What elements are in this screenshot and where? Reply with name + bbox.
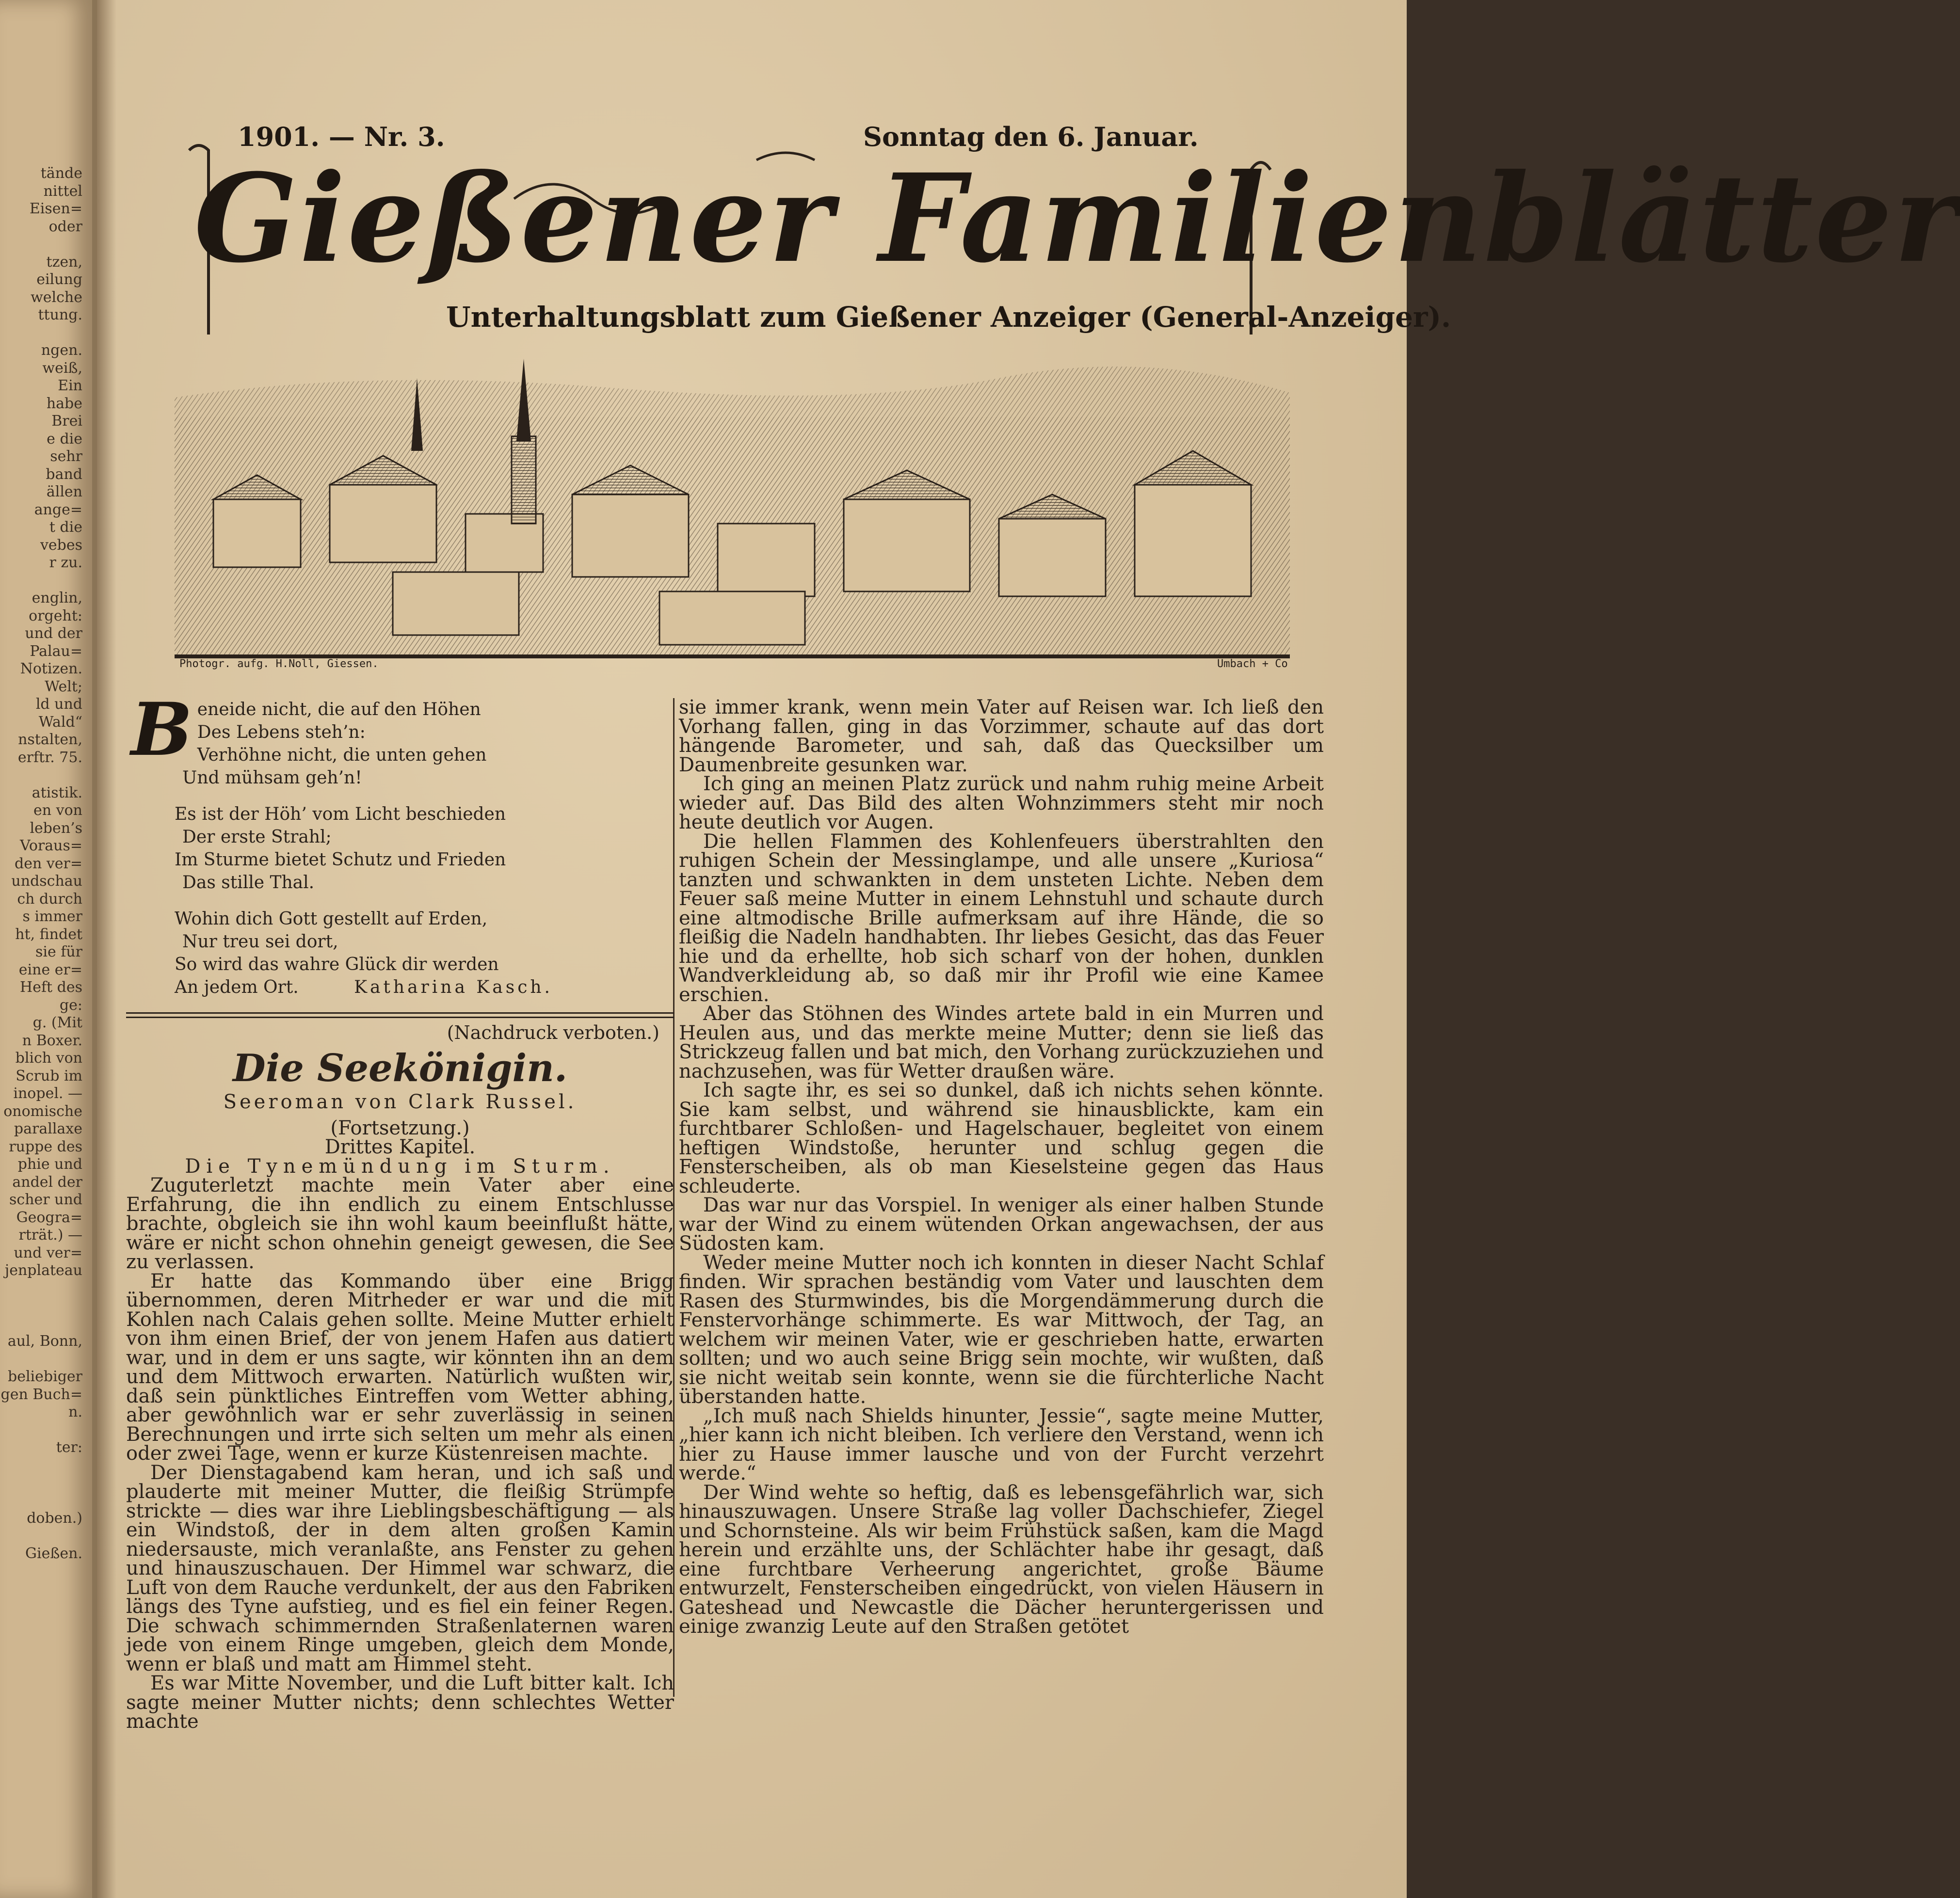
previous-page-fragment: Heft des [20, 979, 82, 996]
binding-shadow [97, 0, 116, 1898]
previous-page-fragment: ht, findet [15, 925, 82, 943]
previous-page-fragment: erftr. 75. [17, 749, 82, 766]
previous-page-fragment: ngen. [41, 342, 82, 359]
story-title: Die Seekönigin. [232, 1046, 568, 1090]
previous-page-fragment: welche [31, 288, 82, 306]
masthead [175, 141, 1960, 344]
previous-page-fragment: eilung [36, 271, 82, 288]
previous-page-fragment: Geogra= [16, 1209, 82, 1226]
left-column [126, 687, 674, 1733]
previous-page-fragment: band [46, 465, 82, 483]
previous-page-fragment: Notizen. [20, 660, 82, 677]
poem-line: An jedem Ort. [175, 977, 299, 997]
story-paragraph: Die hellen Flammen des Kohlenfeuers überstrahlten den ruhigen Schein der Messinglampe, und alle unsere „Kuriosa“ tanzten und schwankten in dem unsteten Lichte. Neben dem Feuer saß meine Mutter in einem Lehnstuhl und schaute durch eine altmodische Brille aufmerksam auf ihre Hände, die so fleißig die Nadeln handhabten. Ihr liebes Gesicht, das das Feuer hie und da erhellte, hob sich scharf von der hohen, dunklen Wandverkleidung ab, so daß mir ihr Profil wie eine Kamee erschien. [679, 830, 1324, 1006]
masthead-title: Gießener Familienblätter [194, 147, 1960, 289]
chapter-title: Die Tynemündung im Sturm. [185, 1155, 615, 1178]
previous-page-fragment: englin, [32, 590, 82, 606]
issue-date: Sonntag den 6. Januar. [863, 121, 1199, 152]
poem-stanza-3 [175, 908, 674, 999]
previous-page-fragment: und der [25, 625, 82, 642]
poem-line: Das stille Thal. [182, 873, 315, 893]
previous-page-fragment: sie für [35, 943, 82, 960]
previous-page-fragment: jenplateau [4, 1262, 82, 1279]
story-paragraph: Das war nur das Vorspiel. In weniger als einer halben Stunde war der Wind zu einem wütenden Orkan angewachsen, der aus Südosten kam. [679, 1194, 1324, 1255]
poem-line: So wird das wahre Glück dir werden [175, 955, 499, 974]
previous-page-fragment: nittel [43, 182, 82, 200]
right-column [679, 698, 1324, 1637]
previous-page-fragment: g. (Mit [32, 1014, 82, 1031]
previous-page-fragment: t die [49, 519, 82, 536]
previous-page-fragment: eine er= [18, 961, 82, 978]
previous-page-fragment: ttung. [38, 306, 82, 323]
previous-page-fragment: ter: [56, 1439, 82, 1456]
story-paragraph: Der Wind wehte so heftig, daß es lebensgefährlich war, sich hinauszuwagen. Unsere Straße lag voller Dachschiefer, Ziegel und Schornsteine. Als wir beim Frühstück saßen, kam die Magd herein und erzählte uns, der Schlächter habe ihr gesagt, daß eine furchtbare Verheerung angerichtet, große Bäume entwurzelt, Fensterscheiben eingedrückt, von vielen Häusern in Gateshead und Newcastle die Dächer heruntergerissen und einige zwanzig Leute auf den Straßen getötet [679, 1481, 1324, 1638]
previous-page-fragment: r zu. [49, 554, 82, 571]
story-paragraph: Weder meine Mutter noch ich konnten in dieser Nacht Schlaf finden. Wir sprachen beständig vom Vater und lauschten dem Rasen des Sturmwindes, bis die Morgendämmerung durch die Fenstervorhänge schimmerte. Es war Mittwoch, der Tag, an welchem wir meinen Vater, wie er geschrieben hatte, erwarten sollten; und wo auch seine Brigg sein mochte, wir wußten, daß sie nicht weitab sein konnte, wenn sie die fürchterliche Nacht überstanden hatte. [679, 1251, 1324, 1408]
previous-page-fragment: onomische [3, 1102, 82, 1120]
previous-page-fragment: ruppe des [9, 1138, 82, 1155]
story-paragraph: Ich ging an meinen Platz zurück und nahm ruhig meine Arbeit wieder auf. Das Bild des alten Wohnzimmers steht mir noch heute deutlich vor Augen. [679, 773, 1324, 833]
previous-page-fragment: Gießen. [25, 1545, 82, 1562]
poem-line: Es ist der Höh’ vom Licht beschieden [175, 804, 506, 824]
previous-page-fragment: Eisen= [29, 200, 82, 217]
poem-line: Im Sturme bietet Schutz und Frieden [175, 850, 506, 870]
previous-page-fragment: Ein [58, 377, 82, 394]
poem-line: eneide nicht, die auf den Höhen [197, 700, 481, 719]
previous-page-fragment: ch durch [17, 890, 82, 908]
previous-page-fragment: n. [68, 1404, 82, 1420]
previous-page-fragment: atistik. [32, 784, 82, 801]
previous-page-fragment: Palau= [30, 642, 82, 660]
story-paragraph: Er hatte das Kommando über eine Brigg übernommen, deren Mitrheder er war und die mit Kohlen nach Calais gehen sollte. Meine Mutter erhielt von ihm einen Brief, der von jenem Hafen aus datiert war, und in dem er uns sagte, wir könnten ihn an dem und dem Mittwoch erwarten. Natürlich wußten wir, daß sein pünktliches Eintreffen vom Wetter abhing, aber gewöhnlich war er sehr zuverlässig in seinen Berechnungen und irrte sich selten um mehr als einen oder zwei Tage, wenn er kurze Küstenreisen machte. [126, 1270, 674, 1465]
previous-page-fragment: phie und [17, 1156, 82, 1173]
poem-line: Des Lebens steh’n: [197, 722, 366, 742]
poem-line: Nur treu sei dort, [182, 932, 338, 952]
previous-page-fragment: Scrub im [16, 1067, 82, 1085]
previous-page-fragment: weiß, [42, 359, 82, 377]
poem-line: Der erste Strahl; [182, 827, 332, 847]
poem-line: Wohin dich Gott gestellt auf Erden, [175, 909, 488, 929]
poem [131, 687, 674, 999]
previous-page-fragment: vebes [40, 536, 82, 554]
previous-page-fragment: gen Buch= [0, 1386, 82, 1403]
story-byline: Seeroman von Clark Russel. [223, 1091, 577, 1113]
masthead-subtitle: Unterhaltungsblatt zum Gießener Anzeiger (General-Anzeiger). [446, 301, 1451, 334]
previous-page-fragment: tzen, [46, 253, 82, 271]
previous-page-fragment: ällen [46, 483, 82, 500]
story-paragraph: sie immer krank, wenn mein Vater auf Reisen war. Ich ließ den Vorhang fallen, ging in das Vorzimmer, schaute auf das dort hängende Barometer, und sah, daß das Quecksilber um Daumenbreite gesunken war. [679, 696, 1324, 776]
previous-page-fragment: e die [47, 430, 82, 447]
previous-page-strip [0, 0, 97, 1898]
previous-page-fragment: orgeht: [29, 607, 82, 624]
chapter-number: Drittes Kapitel. [324, 1136, 476, 1158]
story-paragraph: Ich sagte ihr, es sei so dunkel, daß ich nichts sehen könnte. Sie kam selbst, und während sie hinausblickte, kam ein furchtbarer Schloßen- und Hagelschauer, begleitet von einem heftigen Windstoße, herunter und schlug gegen die Fensterscheiben, als ob man Kieselsteine gegen das Haus schleuderte. [679, 1079, 1324, 1197]
previous-page-fragment: Wald“ [38, 713, 82, 731]
previous-page-fragment: scher und [9, 1191, 82, 1208]
previous-page-fragment: Welt; [45, 678, 82, 695]
reprint-notice: (Nachdruck verboten.) [447, 1022, 659, 1043]
previous-page-fragment: leben’s [30, 819, 82, 837]
previous-page-fragment: beliebiger [8, 1368, 82, 1385]
previous-page-fragment: Brei [51, 413, 82, 430]
engraving-credit: Photogr. aufg. H.Noll, Giessen. [179, 658, 379, 670]
previous-page-fragment: tände [40, 165, 82, 182]
previous-page-fragment: den ver= [15, 855, 82, 872]
previous-page-fragment: Voraus= [19, 837, 82, 854]
story-paragraph: „Ich muß nach Shields hinunter, Jessie“, sagte meine Mutter, „hier kann ich nicht bleiben. Ich verliere den Verstand, wenn ich hier zu Hause immer lausche und von der Furcht verzehrt werde.“ [679, 1404, 1324, 1484]
previous-page-fragment: parallaxe [14, 1120, 82, 1137]
previous-page-fragment: und ver= [14, 1244, 82, 1261]
previous-page-fragment: habe [46, 395, 82, 412]
previous-page-fragment: andel der [12, 1173, 82, 1191]
previous-page-fragment: nstalten, [18, 731, 82, 748]
previous-page-fragment: oder [48, 218, 82, 235]
poem-stanza-1 [131, 687, 674, 789]
previous-page-fragment: n Boxer. [22, 1032, 82, 1049]
story-paragraph: Aber das Stöhnen des Windes artete bald in ein Murren und Heulen aus, und das merkte meine Mutter; denn sie ließ das Strickzeug fallen und bat mich, den Vorhang zurückzuziehen und nachzusehen, was für Wetter draußen wäre. [679, 1003, 1324, 1083]
city-engraving [175, 339, 1290, 658]
story-paragraph: Es war Mitte November, und die Luft bitter kalt. Ich sagte meiner Mutter nichts; denn schlechtes Wetter machte [126, 1672, 674, 1733]
newspaper-page [97, 0, 1960, 1898]
engraver-mark: Umbach + Co [1217, 658, 1288, 670]
previous-page-fragment: s immer [22, 908, 82, 925]
poem-stanza-2 [175, 803, 674, 894]
issue-number: 1901. — Nr. 3. [238, 121, 445, 152]
previous-page-fragment: inopel. — [13, 1085, 82, 1102]
previous-page-fragment: ge: [59, 996, 82, 1014]
poem-signature-line [175, 976, 553, 999]
previous-page-fragment: blich von [15, 1050, 82, 1067]
poem-line: Verhöhne nicht, die unten gehen [197, 745, 487, 765]
previous-page-fragment: rträt.) — [18, 1227, 82, 1244]
poem-line: Und mühsam geh’n! [182, 768, 362, 788]
previous-page-fragment: aul, Bonn, [7, 1333, 82, 1350]
previous-page-fragment: undschau [11, 873, 82, 890]
previous-page-fragment: en von [33, 802, 82, 819]
previous-page-fragment: ange= [34, 501, 82, 518]
drop-cap: B [131, 687, 193, 772]
story-continued: (Fortsetzung.) [330, 1116, 470, 1139]
story-paragraph: Der Dienstagabend kam heran, und ich saß und plauderte mit meiner Mutter, die fleißig Strümpfe strickte — dies war ihre Lieblingsbeschäftigung — als ein Windstoß, der in dem alten großen Kamin niedersauste, mich veranlaßte, ans Fenster zu gehen und hinauszuschauen. Der Himmel war schwarz, die Luft von dem Rauche verdunkelt, der aus den Fabriken längs des Tyne aufstieg, und es fiel ein feiner Regen. Die schwach schimmernden Straßenlaternen waren jede von einem Ringe umgeben, gleich dem Monde, wenn er blaß und matt am Himmel steht. [126, 1461, 674, 1675]
poem-author: Katharina Kasch. [354, 977, 553, 997]
double-rule [126, 1012, 674, 1018]
previous-page-fragment: sehr [50, 448, 82, 465]
story-paragraph: Zuguterletzt machte mein Vater aber eine Erfahrung, die ihn endlich zu einem Entschlusse brachte, obgleich sie ihn wohl kaum beeinflußt hätte, wäre er nicht schon ohnehin geneigt gewesen, die See zu verlassen. [126, 1174, 674, 1273]
previous-page-fragment: ld und [35, 696, 82, 713]
previous-page-fragment: doben.) [27, 1510, 82, 1527]
